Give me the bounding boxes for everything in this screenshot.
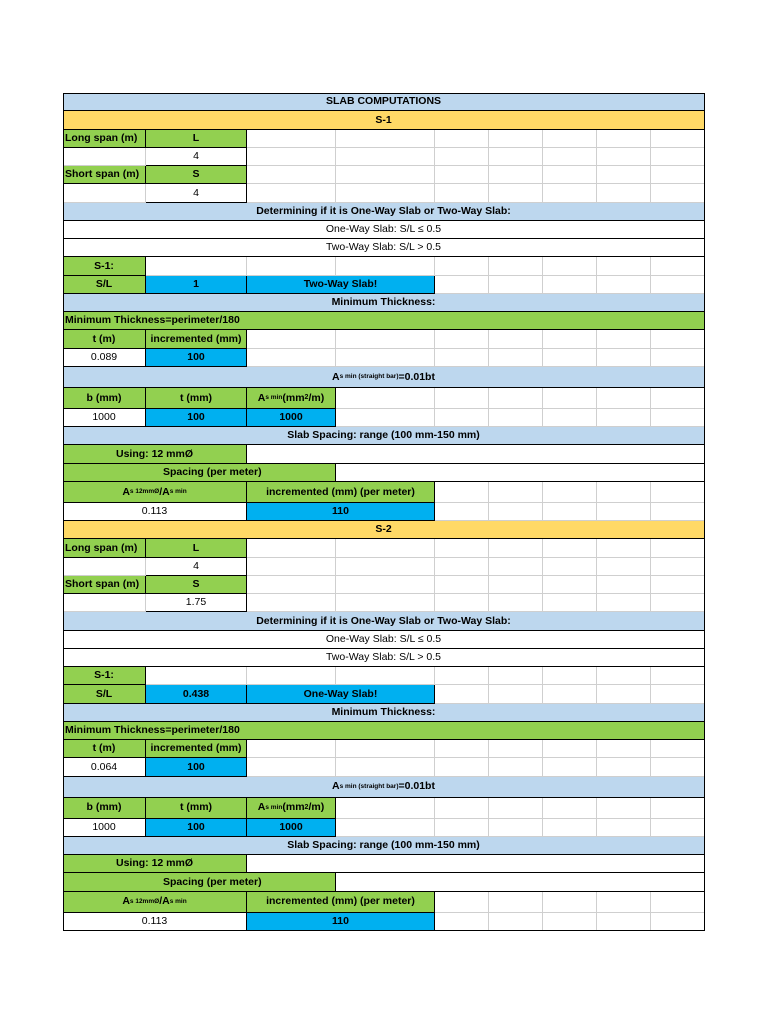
empty-cell[interactable] [543, 148, 597, 166]
ratio-label[interactable]: S/L [63, 685, 146, 703]
empty-cell[interactable] [543, 576, 597, 594]
min-thickness-formula-row [63, 312, 705, 330]
section-header-row [63, 111, 705, 129]
empty-cell[interactable] [435, 892, 489, 913]
long-span-label-row [63, 130, 705, 148]
min-thickness-header-row [63, 294, 705, 312]
empty-cell[interactable] [489, 349, 543, 367]
empty-cell[interactable] [543, 276, 597, 294]
empty-cell[interactable] [651, 685, 705, 703]
empty-cell[interactable] [435, 330, 489, 348]
empty-cell[interactable] [336, 758, 435, 776]
empty-cell[interactable] [651, 148, 705, 166]
determining-row [63, 203, 705, 221]
empty-cell[interactable] [63, 184, 146, 202]
spacing-header-row [63, 427, 705, 445]
empty-cell[interactable] [247, 667, 336, 685]
empty-cell[interactable] [597, 166, 651, 184]
b-value[interactable]: 1000 [63, 819, 146, 837]
empty-cell[interactable] [489, 503, 543, 521]
empty-cell[interactable] [651, 740, 705, 758]
empty-cell[interactable] [543, 503, 597, 521]
empty-cell[interactable] [489, 758, 543, 776]
as-min-value[interactable]: 1000 [247, 819, 336, 837]
min-thickness-header-row [63, 704, 705, 722]
empty-cell[interactable] [63, 594, 146, 612]
empty-cell[interactable] [543, 539, 597, 557]
empty-cell[interactable] [435, 166, 489, 184]
empty-cell[interactable] [336, 349, 435, 367]
as-min-value[interactable]: 1000 [247, 409, 336, 427]
empty-cell[interactable] [543, 913, 597, 931]
empty-cell[interactable] [247, 257, 336, 275]
bar-area-ratio-value[interactable]: 0.113 [63, 503, 247, 521]
thickness-label-row [63, 740, 705, 758]
empty-cell[interactable] [489, 892, 543, 913]
long-span-label[interactable]: Long span (m) [63, 539, 146, 557]
t-mm-label[interactable]: t (mm) [146, 798, 247, 819]
empty-cell[interactable] [597, 685, 651, 703]
ratio2-value-row [63, 913, 705, 931]
empty-cell[interactable] [597, 667, 651, 685]
empty-cell[interactable] [651, 539, 705, 557]
empty-cell[interactable] [247, 558, 336, 576]
as-min-value-row [63, 819, 705, 837]
empty-cell[interactable] [651, 594, 705, 612]
sheet-title[interactable]: SLAB COMPUTATIONS [63, 93, 705, 111]
short-span-value-row [63, 594, 705, 612]
empty-cell[interactable] [435, 913, 489, 931]
slab-type-result[interactable]: Two-Way Slab! [247, 276, 435, 294]
empty-cell[interactable] [146, 257, 247, 275]
bar-area-ratio-value[interactable]: 0.113 [63, 913, 247, 931]
empty-cell[interactable] [651, 503, 705, 521]
spacing-value[interactable]: 110 [247, 503, 435, 521]
empty-cell[interactable] [543, 892, 597, 913]
short-span-value-row [63, 184, 705, 202]
empty-cell[interactable] [247, 758, 336, 776]
incremented-per-meter-label[interactable]: incremented (mm) (per meter) [247, 482, 435, 503]
empty-cell[interactable] [336, 184, 435, 202]
long-span-label[interactable]: Long span (m) [63, 130, 146, 148]
using-bar-label[interactable]: Using: 12 mmØ [63, 855, 247, 873]
slab-computations-sheet [63, 93, 705, 931]
t-mm-value[interactable]: 100 [146, 819, 247, 837]
empty-cell[interactable] [543, 758, 597, 776]
one-way-rule-row [63, 631, 705, 649]
empty-cell[interactable] [651, 257, 705, 275]
incremented-mm-label[interactable]: incremented (mm) [146, 330, 247, 348]
using-row [63, 445, 705, 463]
empty-cell[interactable] [435, 576, 489, 594]
empty-cell[interactable] [336, 130, 435, 148]
short-span-label[interactable]: Short span (m) [63, 576, 146, 594]
empty-cell[interactable] [247, 576, 336, 594]
section-header-row [63, 521, 705, 539]
empty-cell[interactable] [597, 388, 651, 409]
ratio-row [63, 276, 705, 294]
empty-cell[interactable] [336, 464, 705, 482]
one-way-rule[interactable]: One-Way Slab: S/L ≤ 0.5 [63, 631, 705, 649]
empty-cell[interactable] [651, 184, 705, 202]
empty-cell[interactable] [597, 819, 651, 837]
empty-cell[interactable] [489, 667, 543, 685]
min-thickness-formula[interactable]: Minimum Thickness=perimeter/180 [63, 312, 705, 330]
empty-cell[interactable] [597, 539, 651, 557]
slab-id-row [63, 667, 705, 685]
one-way-rule-row [63, 221, 705, 239]
empty-cell[interactable] [435, 130, 489, 148]
empty-cell[interactable] [336, 166, 435, 184]
empty-cell[interactable] [63, 148, 146, 166]
two-way-rule[interactable]: Two-Way Slab: S/L > 0.5 [63, 239, 705, 257]
empty-cell[interactable] [435, 148, 489, 166]
L-label[interactable]: L [146, 130, 247, 148]
empty-cell[interactable] [543, 740, 597, 758]
slab-section [63, 111, 705, 521]
empty-cell[interactable] [489, 482, 543, 503]
two-way-rule[interactable]: Two-Way Slab: S/L > 0.5 [63, 649, 705, 667]
short-span-label-row [63, 576, 705, 594]
empty-cell[interactable] [543, 349, 597, 367]
t-incremented-value[interactable]: 100 [146, 758, 247, 776]
empty-cell[interactable] [651, 482, 705, 503]
empty-cell[interactable] [597, 798, 651, 819]
empty-cell[interactable] [336, 409, 435, 427]
slab-id-row [63, 257, 705, 275]
empty-cell[interactable] [597, 892, 651, 913]
empty-cell[interactable] [336, 740, 435, 758]
short-span-label-row [63, 166, 705, 184]
empty-cell[interactable] [651, 576, 705, 594]
empty-cell[interactable] [651, 558, 705, 576]
empty-cell[interactable] [435, 558, 489, 576]
ratio-value[interactable]: 0.438 [146, 685, 247, 703]
empty-cell[interactable] [597, 913, 651, 931]
empty-cell[interactable] [651, 798, 705, 819]
ratio-label[interactable]: S/L [63, 276, 146, 294]
empty-cell[interactable] [435, 685, 489, 703]
empty-cell[interactable] [146, 667, 247, 685]
long-span-value-row [63, 558, 705, 576]
empty-cell[interactable] [543, 388, 597, 409]
b-label[interactable]: b (mm) [63, 388, 146, 409]
empty-cell[interactable] [597, 409, 651, 427]
empty-cell[interactable] [435, 539, 489, 557]
S-value[interactable]: 1.75 [146, 594, 247, 612]
empty-cell[interactable] [651, 667, 705, 685]
slab-id-label[interactable]: S-1: [63, 257, 146, 275]
t-mm-label[interactable]: t (mm) [146, 388, 247, 409]
empty-cell[interactable] [543, 409, 597, 427]
empty-cell[interactable] [543, 558, 597, 576]
empty-cell[interactable] [247, 148, 336, 166]
empty-cell[interactable] [247, 184, 336, 202]
empty-cell[interactable] [489, 594, 543, 612]
empty-cell[interactable] [435, 184, 489, 202]
empty-cell[interactable] [543, 594, 597, 612]
empty-cell[interactable] [651, 276, 705, 294]
empty-cell[interactable] [597, 758, 651, 776]
empty-cell[interactable] [543, 130, 597, 148]
empty-cell[interactable] [543, 685, 597, 703]
ratio-value[interactable]: 1 [146, 276, 247, 294]
empty-cell[interactable] [543, 667, 597, 685]
empty-cell[interactable] [435, 758, 489, 776]
empty-cell[interactable] [247, 539, 336, 557]
empty-cell[interactable] [597, 330, 651, 348]
empty-cell[interactable] [336, 594, 435, 612]
empty-cell[interactable] [543, 819, 597, 837]
empty-cell[interactable] [489, 330, 543, 348]
two-way-rule-row [63, 239, 705, 257]
spacing-per-meter-label[interactable]: Spacing (per meter) [63, 464, 336, 482]
b-value[interactable]: 1000 [63, 409, 146, 427]
spacing-per-meter-row [63, 873, 705, 891]
empty-cell[interactable] [597, 594, 651, 612]
S-label[interactable]: S [146, 166, 247, 184]
as-min-label-row [63, 388, 705, 409]
empty-cell[interactable] [597, 349, 651, 367]
determining-row [63, 612, 705, 630]
empty-cell[interactable] [597, 558, 651, 576]
empty-cell[interactable] [435, 503, 489, 521]
one-way-rule[interactable]: One-Way Slab: S/L ≤ 0.5 [63, 221, 705, 239]
t-m-value[interactable]: 0.089 [63, 349, 146, 367]
empty-cell[interactable] [489, 409, 543, 427]
empty-cell[interactable] [489, 685, 543, 703]
spacing-header[interactable]: Slab Spacing: range (100 mm-150 mm) [63, 427, 705, 445]
empty-cell[interactable] [597, 184, 651, 202]
as-min-label-row [63, 798, 705, 819]
determining-header[interactable]: Determining if it is One-Way Slab or Two-Way Slab: [63, 612, 705, 630]
spacing-per-meter-row [63, 464, 705, 482]
spacing-per-meter-label[interactable]: Spacing (per meter) [63, 873, 336, 891]
empty-cell[interactable] [336, 798, 435, 819]
empty-cell[interactable] [336, 388, 435, 409]
empty-cell[interactable] [543, 184, 597, 202]
empty-cell[interactable] [489, 148, 543, 166]
empty-cell[interactable] [336, 330, 435, 348]
ratio2-label-row [63, 892, 705, 913]
slab-type-result[interactable]: One-Way Slab! [247, 685, 435, 703]
ratio-row [63, 685, 705, 703]
min-thickness-header[interactable]: Minimum Thickness: [63, 294, 705, 312]
L-label[interactable]: L [146, 539, 247, 557]
empty-cell[interactable] [597, 257, 651, 275]
spacing-value[interactable]: 110 [247, 913, 435, 931]
empty-cell[interactable] [543, 166, 597, 184]
empty-cell[interactable] [247, 445, 705, 463]
empty-cell[interactable] [597, 482, 651, 503]
empty-cell[interactable] [247, 130, 336, 148]
two-way-rule-row [63, 649, 705, 667]
using-bar-label[interactable]: Using: 12 mmØ [63, 445, 247, 463]
empty-cell[interactable] [435, 257, 489, 275]
empty-cell[interactable] [489, 184, 543, 202]
empty-cell[interactable] [489, 388, 543, 409]
min-thickness-formula-row [63, 722, 705, 740]
empty-cell[interactable] [597, 740, 651, 758]
long-span-label-row [63, 539, 705, 557]
empty-cell[interactable] [489, 740, 543, 758]
empty-cell[interactable] [435, 409, 489, 427]
as-min-value-row [63, 409, 705, 427]
using-row [63, 855, 705, 873]
ratio2-value-row [63, 503, 705, 521]
section-name[interactable]: S-2 [63, 521, 705, 539]
thickness-value-row [63, 758, 705, 776]
empty-cell[interactable] [435, 819, 489, 837]
empty-cell[interactable] [651, 349, 705, 367]
incremented-per-meter-label[interactable]: incremented (mm) (per meter) [247, 892, 435, 913]
incremented-mm-label[interactable]: incremented (mm) [146, 740, 247, 758]
ratio2-label-row [63, 482, 705, 503]
L-value[interactable]: 4 [146, 558, 247, 576]
empty-cell[interactable] [435, 798, 489, 819]
empty-cell[interactable] [435, 482, 489, 503]
empty-cell[interactable] [489, 257, 543, 275]
empty-cell[interactable] [435, 388, 489, 409]
empty-cell[interactable] [336, 558, 435, 576]
empty-cell[interactable] [597, 503, 651, 521]
empty-cell[interactable] [435, 740, 489, 758]
empty-cell[interactable] [489, 166, 543, 184]
empty-cell[interactable] [651, 819, 705, 837]
as-min-header-row [63, 367, 705, 388]
t-m-value[interactable]: 0.064 [63, 758, 146, 776]
slab-section [63, 521, 705, 931]
empty-cell[interactable] [336, 819, 435, 837]
empty-cell[interactable] [435, 594, 489, 612]
b-label[interactable]: b (mm) [63, 798, 146, 819]
empty-cell[interactable] [435, 349, 489, 367]
empty-cell[interactable] [489, 276, 543, 294]
as-min-header-row [63, 777, 705, 798]
empty-cell[interactable] [63, 558, 146, 576]
empty-cell[interactable] [597, 276, 651, 294]
empty-cell[interactable] [336, 539, 435, 557]
min-thickness-formula[interactable]: Minimum Thickness=perimeter/180 [63, 722, 705, 740]
t-mm-value[interactable]: 100 [146, 409, 247, 427]
min-thickness-header[interactable]: Minimum Thickness: [63, 704, 705, 722]
as-min-header[interactable]: A s min (straight bar) =0.01bt [63, 367, 705, 388]
empty-cell[interactable] [543, 330, 597, 348]
t-incremented-value[interactable]: 100 [146, 349, 247, 367]
slab-id-label[interactable]: S-1: [63, 667, 146, 685]
title-row [63, 93, 705, 111]
empty-cell[interactable] [247, 740, 336, 758]
short-span-label[interactable]: Short span (m) [63, 166, 146, 184]
determining-header[interactable]: Determining if it is One-Way Slab or Two-Way Slab: [63, 203, 705, 221]
empty-cell[interactable] [247, 349, 336, 367]
empty-cell[interactable] [651, 409, 705, 427]
empty-cell[interactable] [336, 148, 435, 166]
empty-cell[interactable] [247, 855, 705, 873]
empty-cell[interactable] [435, 667, 489, 685]
empty-cell[interactable] [489, 798, 543, 819]
as-min-unit-label[interactable]: A s min (mm 2 /m) [247, 388, 336, 409]
empty-cell[interactable] [435, 276, 489, 294]
as-min-header[interactable]: A s min (straight bar) =0.01bt [63, 777, 705, 798]
empty-cell[interactable] [543, 482, 597, 503]
empty-cell[interactable] [543, 257, 597, 275]
empty-cell[interactable] [489, 130, 543, 148]
empty-cell[interactable] [336, 873, 705, 891]
empty-cell[interactable] [489, 558, 543, 576]
empty-cell[interactable] [651, 758, 705, 776]
t-m-label[interactable]: t (m) [63, 330, 146, 348]
empty-cell[interactable] [651, 330, 705, 348]
thickness-label-row [63, 330, 705, 348]
empty-cell[interactable] [651, 130, 705, 148]
empty-cell[interactable] [543, 798, 597, 819]
section-name[interactable]: S-1 [63, 111, 705, 129]
as-min-unit-label[interactable]: A s min (mm 2 /m) [247, 798, 336, 819]
empty-cell[interactable] [489, 539, 543, 557]
S-label[interactable]: S [146, 576, 247, 594]
empty-cell[interactable] [247, 166, 336, 184]
empty-cell[interactable] [597, 148, 651, 166]
S-value[interactable]: 4 [146, 184, 247, 202]
long-span-value-row [63, 148, 705, 166]
empty-cell[interactable] [651, 388, 705, 409]
L-value[interactable]: 4 [146, 148, 247, 166]
empty-cell[interactable] [597, 576, 651, 594]
empty-cell[interactable] [247, 330, 336, 348]
empty-cell[interactable] [651, 166, 705, 184]
spacing-header-row [63, 837, 705, 855]
empty-cell[interactable] [651, 913, 705, 931]
empty-cell[interactable] [336, 667, 435, 685]
empty-cell[interactable] [336, 257, 435, 275]
bar-area-ratio-label[interactable]: A s 12mmØ /A s min [63, 482, 247, 503]
empty-cell[interactable] [336, 576, 435, 594]
empty-cell[interactable] [597, 130, 651, 148]
empty-cell[interactable] [489, 913, 543, 931]
bar-area-ratio-label[interactable]: A s 12mmØ /A s min [63, 892, 247, 913]
t-m-label[interactable]: t (m) [63, 740, 146, 758]
empty-cell[interactable] [651, 892, 705, 913]
empty-cell[interactable] [489, 576, 543, 594]
empty-cell[interactable] [247, 594, 336, 612]
spacing-header[interactable]: Slab Spacing: range (100 mm-150 mm) [63, 837, 705, 855]
empty-cell[interactable] [489, 819, 543, 837]
thickness-value-row [63, 349, 705, 367]
